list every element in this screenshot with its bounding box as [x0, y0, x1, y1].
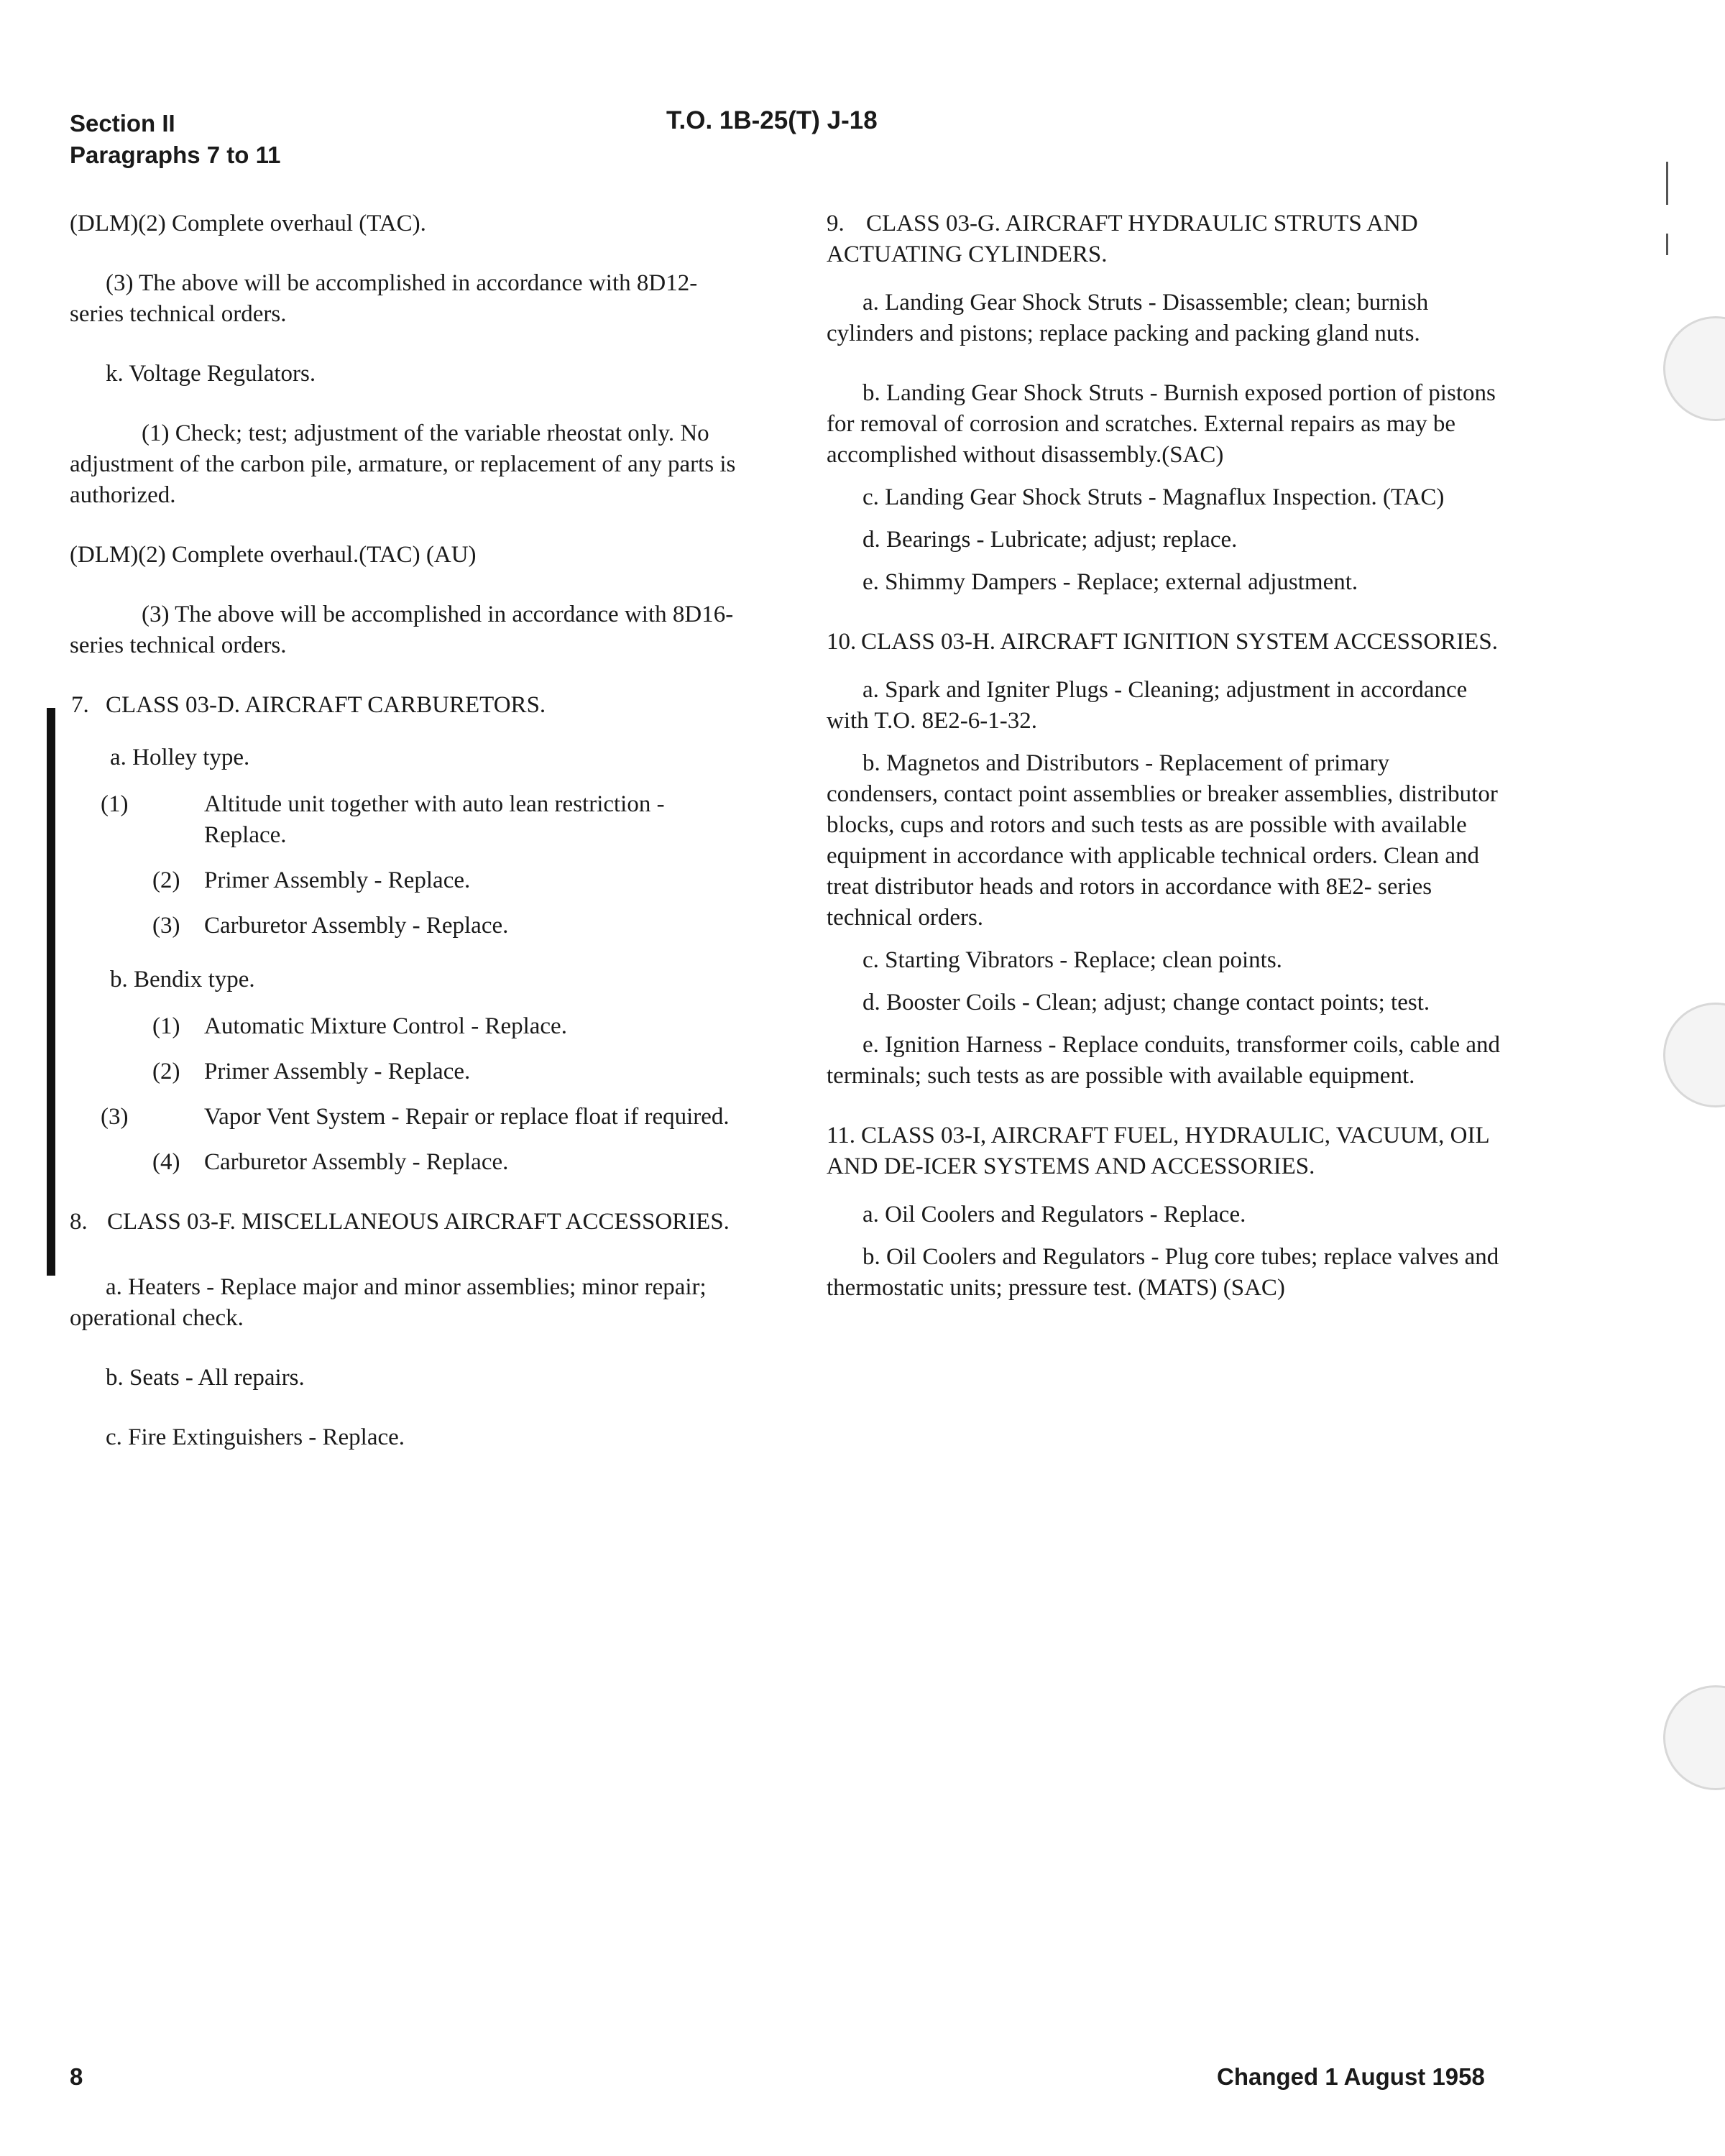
item-text: Automatic Mixture Control - Replace. — [204, 1013, 567, 1039]
paragraph: e. Shimmy Dampers - Replace; external adjustment. — [862, 569, 1358, 595]
paragraph: b. Oil Coolers and Regulators - Plug core tubes; replace valves and thermostatic units; pressure test. (MATS) (SAC) — [827, 1244, 1499, 1301]
list-item — [70, 865, 753, 896]
paragraph-number: 10. — [827, 629, 857, 655]
paragraph-number: 8. — [70, 1209, 88, 1235]
item-text: Primer Assembly - Replace. — [204, 867, 471, 893]
list-item — [70, 1011, 753, 1042]
punch-hole — [1663, 1003, 1725, 1107]
left-column — [70, 208, 753, 1482]
paragraph: b. Landing Gear Shock Struts - Burnish exposed portion of pistons for removal of corrosion and scratches. External repairs as may be accomplished without disassembly.(SAC) — [827, 380, 1496, 468]
list-item — [70, 1102, 753, 1133]
paragraph: a. Heaters - Replace major and minor assemblies; minor repair; operational check. — [70, 1274, 707, 1331]
margin-mark — [1666, 162, 1668, 205]
list-item — [70, 1056, 753, 1087]
paragraph-heading — [827, 627, 1502, 658]
paragraph: d. Booster Coils - Clean; adjust; change contact points; test. — [862, 990, 1430, 1015]
paragraph: b. Seats - All repairs. — [106, 1365, 305, 1391]
heading-text: CLASS 03-I, AIRCRAFT FUEL, HYDRAULIC, VACUUM, OIL AND DE-ICER SYSTEMS AND ACCESSORIES. — [827, 1123, 1489, 1179]
heading-text: CLASS 03-D. AIRCRAFT CARBURETORS. — [106, 692, 546, 718]
item-number: (1) — [152, 1013, 180, 1039]
paragraph: e. Ignition Harness - Replace conduits, transformer coils, cable and terminals; such tests as are possible with available equipment. — [827, 1032, 1501, 1089]
item-text: Carburetor Assembly - Replace. — [204, 1149, 509, 1175]
paragraph: (1) Check; test; adjustment of the variable rheostat only. No adjustment of the carbon pile, armature, or replacement of any parts is authorized. — [70, 420, 736, 508]
paragraphs-label: Paragraphs 7 to 11 — [70, 142, 281, 168]
paragraph-heading — [70, 690, 753, 721]
item-text: Carburetor Assembly - Replace. — [204, 913, 509, 939]
heading-text: CLASS 03-G. AIRCRAFT HYDRAULIC STRUTS AND ACTUATING CYLINDERS. — [827, 211, 1418, 267]
item-number: (2) — [152, 867, 180, 893]
paragraph: d. Bearings - Lubricate; adjust; replace. — [862, 527, 1238, 553]
paragraph: (3) The above will be accomplished in accordance with 8D16- series technical orders. — [70, 602, 734, 658]
technical-order-number: T.O. 1B-25(T) J-18 — [666, 106, 878, 134]
item-text: Primer Assembly - Replace. — [204, 1059, 471, 1084]
paragraph: c. Fire Extinguishers - Replace. — [106, 1424, 405, 1450]
item-number: (1) — [101, 791, 129, 817]
item-number: (3) — [101, 1104, 129, 1130]
paragraph: a. Spark and Igniter Plugs - Cleaning; adjustment in accordance with T.O. 8E2-6-1-32. — [827, 677, 1468, 734]
list-item — [70, 789, 753, 851]
section-label: Section II — [70, 110, 175, 137]
paragraph: a. Oil Coolers and Regulators - Replace. — [862, 1202, 1246, 1227]
paragraph-heading — [70, 1207, 753, 1238]
paragraph: k. Voltage Regulators. — [106, 361, 316, 387]
list-item — [70, 911, 753, 941]
paragraph: c. Starting Vibrators - Replace; clean points. — [862, 947, 1282, 973]
change-date: Changed 1 August 1958 — [1217, 2063, 1485, 2090]
heading-text: CLASS 03-F. MISCELLANEOUS AIRCRAFT ACCESSORIES. — [107, 1209, 730, 1235]
paragraph: (DLM)(2) Complete overhaul.(TAC) (AU) — [70, 542, 477, 568]
item-text: Altitude unit together with auto lean restriction - Replace. — [204, 791, 665, 848]
item-number: (3) — [152, 913, 180, 939]
item-number: (2) — [152, 1059, 180, 1084]
paragraph: c. Landing Gear Shock Struts - Magnaflux Inspection. (TAC) — [862, 484, 1445, 510]
list-item: b. Bendix type. — [110, 967, 255, 992]
paragraph: (3) The above will be accomplished in accordance with 8D12- series technical orders. — [70, 270, 698, 327]
paragraph: b. Magnetos and Distributors - Replacement of primary condensers, contact point assemblies or breaker assemblies, distributor blocks, cups and rotors and such tests as are possible with available equipment in accordance with applicable technical orders. Clean and treat distributor heads and rotors in accordance with 8E2- series technical orders. — [827, 750, 1498, 931]
paragraph: (DLM)(2) Complete overhaul (TAC). — [70, 211, 426, 236]
list-item: a. Holley type. — [110, 745, 250, 770]
page-number: 8 — [70, 2063, 83, 2090]
margin-mark — [1666, 234, 1668, 255]
punch-hole — [1663, 1685, 1725, 1790]
paragraph-number: 9. — [827, 211, 845, 236]
item-text: Vapor Vent System - Repair or replace float if required. — [204, 1104, 730, 1130]
paragraph: a. Landing Gear Shock Struts - Disassemble; clean; burnish cylinders and pistons; replace packing and packing gland nuts. — [827, 290, 1429, 346]
paragraph-heading — [827, 1120, 1502, 1182]
paragraph-number: 7. — [71, 692, 89, 718]
paragraph-heading — [827, 208, 1502, 270]
change-bar — [47, 708, 55, 1276]
paragraph-number: 11. — [827, 1123, 856, 1148]
heading-text: CLASS 03-H. AIRCRAFT IGNITION SYSTEM ACCESSORIES. — [861, 629, 1498, 655]
right-column — [827, 208, 1502, 1315]
item-number: (4) — [152, 1149, 180, 1175]
punch-hole — [1663, 316, 1725, 421]
list-item — [70, 1147, 753, 1178]
